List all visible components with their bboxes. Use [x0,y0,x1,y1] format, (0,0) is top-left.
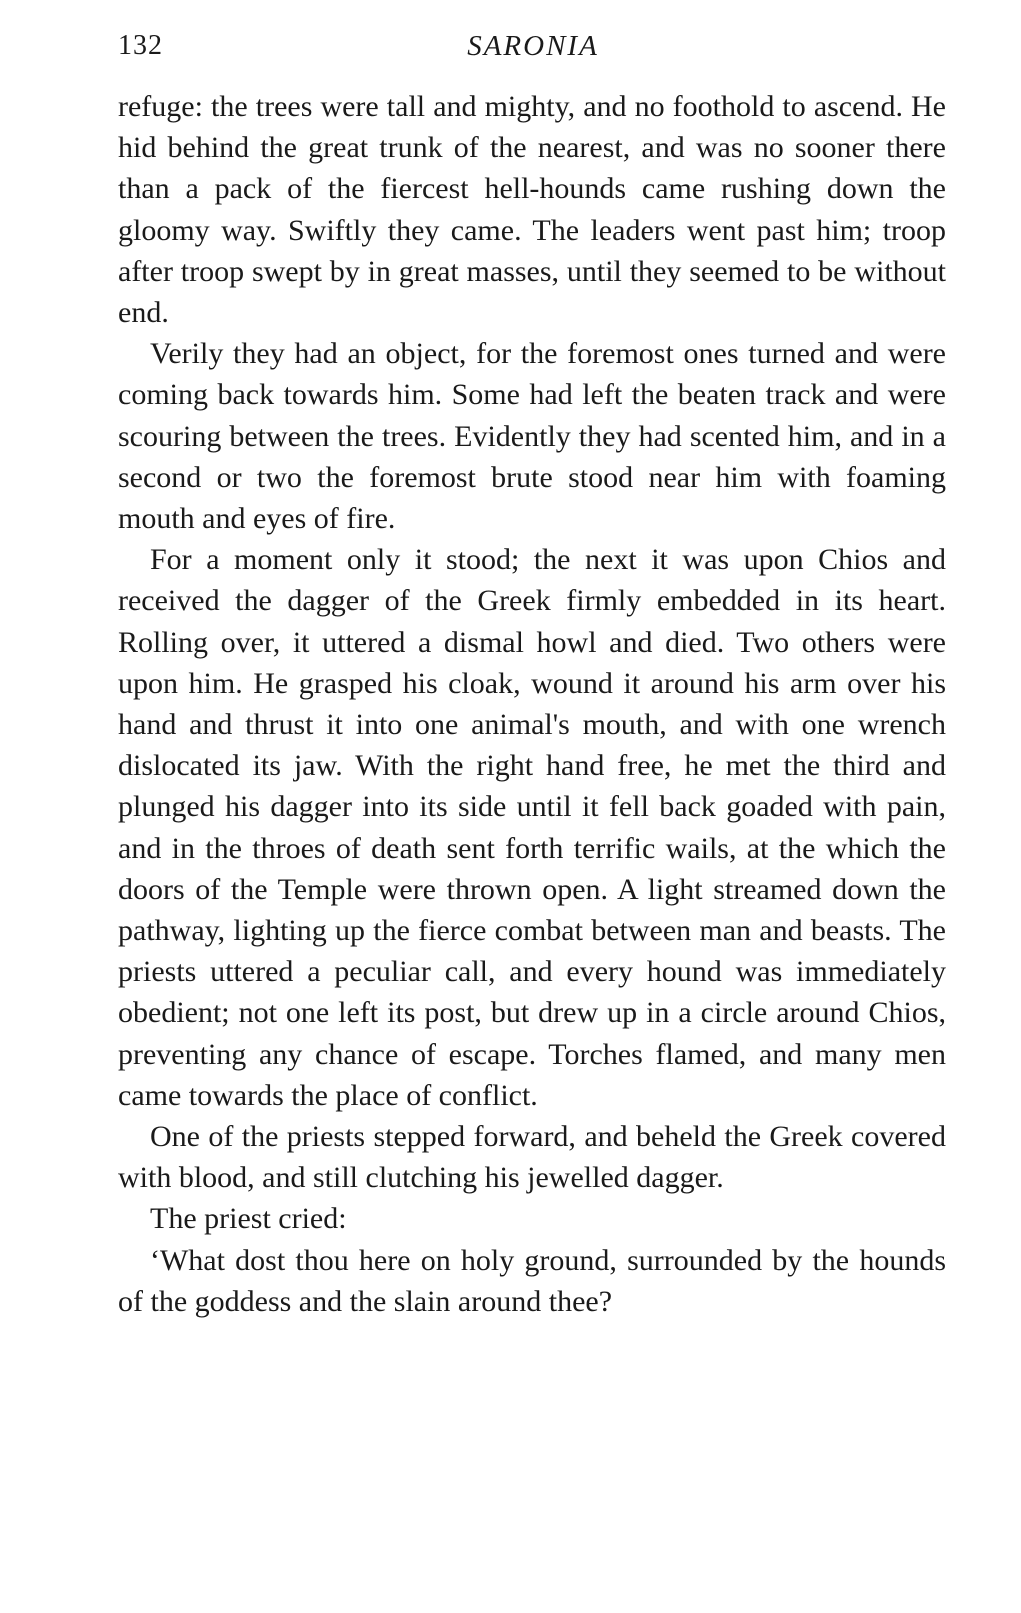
paragraph: One of the priests stepped forward, and beheld the Greek covered with blood, and still clutching his jewelled dagger. [118,1120,946,1195]
paragraph: refuge: the trees were tall and mighty, and no foothold to ascend. He hid behind the great trunk of the nearest, and was no sooner there than a pack of the fiercest hell-hounds came rushing down the gloomy way. Swiftly they came. The leaders went past him; troop after troop swept by in great masses, until they seemed to be without end. [118,90,946,330]
body-text [118,86,946,1322]
running-title: SARONIA [467,30,599,62]
paragraph: For a moment only it stood; the next it was upon Chios and received the dagger of the Greek firmly embedded in its heart. Rolling over, it uttered a dismal howl and died. Two others were upon him. He grasped his cloak, wound it around his arm over his hand and thrust it into one animal's mouth, and with one wrench dislocated its jaw. With the right hand free, he met the third and plunged his dagger into its side until it fell back goaded with pain, and in the throes of death sent forth terrific wails, at the which the doors of the Temple were thrown open. A light streamed down the pathway, lighting up the fierce combat between man and beasts. The priests uttered a peculiar call, and every hound was immediately obedient; not one left its post, but drew up in a circle around Chios, preventing any chance of escape. Torches flamed, and many men came towards the place of conflict. [118,543,946,1112]
paragraph: The priest cried: [150,1202,347,1236]
paragraph: Verily they had an object, for the foremost ones turned and were coming back towards him. Some had left the beaten track and were scouring between the trees. Evidently they had scented him, and in a second or two the foremost brute stood near him with foaming mouth and eyes of fire. [118,337,946,536]
paragraph: ‘What dost thou here on holy ground, surrounded by the hounds of the goddess and the slain around thee? [118,1243,946,1318]
page-header [118,30,948,70]
page-number: 132 [118,30,163,61]
